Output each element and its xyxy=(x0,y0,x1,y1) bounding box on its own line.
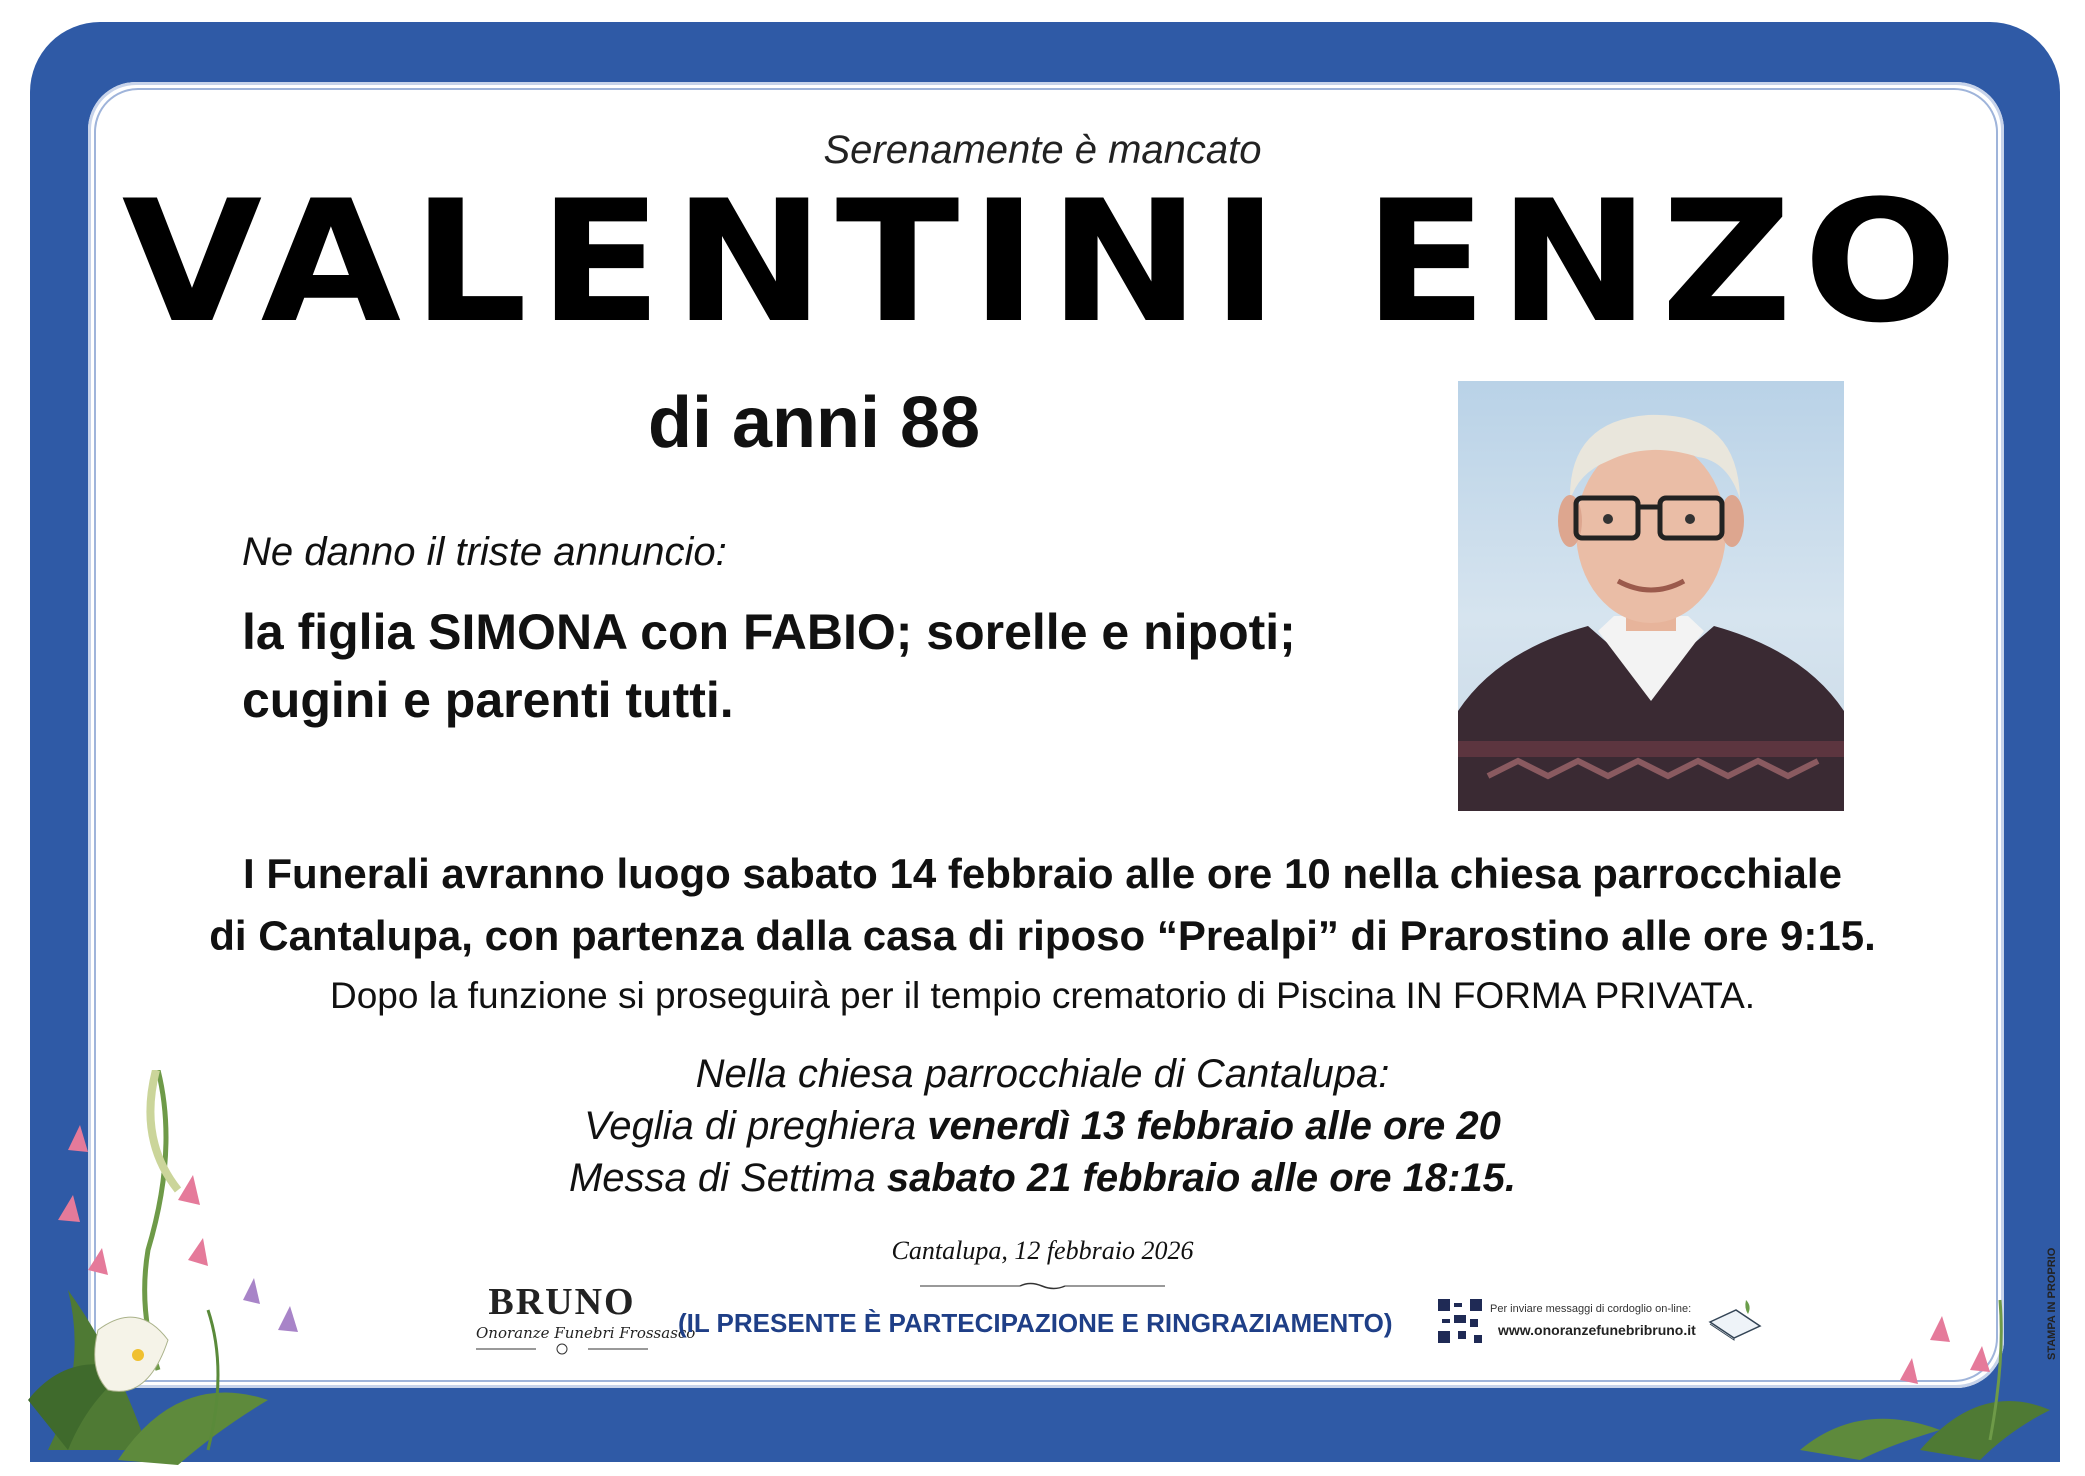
funeral-line: di Cantalupa, con partenza dalla casa di riposo “Prealpi” di Prarostino alle ore 9:15. xyxy=(209,912,1876,959)
deceased-name: VALENTINI ENZO xyxy=(121,164,1969,360)
deceased-age: di anni 88 xyxy=(648,383,981,463)
family-list xyxy=(242,598,1296,734)
family-line: cugini e parenti tutti. xyxy=(242,672,734,728)
mass-label: Messa di Settima xyxy=(568,1156,876,1200)
condolence-url[interactable]: www.onoranzefunebribruno.it xyxy=(1498,1322,1696,1338)
logo-subtitle: Onoranze Funebri Frossasco xyxy=(476,1324,696,1342)
qr-code-icon[interactable] xyxy=(1438,1299,1482,1343)
participation-notice: (IL PRESENTE È PARTECIPAZIONE E RINGRAZIAMENTO) xyxy=(678,1308,1393,1338)
portrait-image xyxy=(1458,381,1844,811)
flowers-decoration xyxy=(1800,1280,2060,1460)
funeral-home-logo xyxy=(476,1280,696,1361)
deceased-photo xyxy=(1458,381,1844,811)
mass-time: sabato 21 febbraio alle ore 18:15. xyxy=(886,1156,1517,1200)
condolence-book-icon xyxy=(1706,1296,1764,1342)
family-line: la figlia SIMONA con FABIO; sorelle e nipoti; xyxy=(242,604,1296,660)
vigil-label: Veglia di preghiera xyxy=(584,1104,917,1148)
logo-name: BRUNO xyxy=(488,1281,636,1323)
funeral-details xyxy=(0,843,2085,967)
logo-flourish-icon xyxy=(476,1342,648,1356)
condolence-label: Per inviare messaggi di cordoglio on-line: xyxy=(1490,1303,1692,1315)
place-date: Cantalupa, 12 febbraio 2026 xyxy=(891,1236,1194,1265)
after-service-note: Dopo la funzione si proseguirà per il tempio crematorio di Piscina IN FORMA PRIVATA. xyxy=(329,975,1756,1016)
vigil-time: venerdì 13 febbraio alle ore 20 xyxy=(927,1104,1501,1148)
intro-line: Serenamente è mancato xyxy=(823,128,1262,172)
funeral-line: I Funerali avranno luogo sabato 14 febbraio alle ore 10 nella chiesa parrocchiale xyxy=(243,850,1842,897)
announcement-label: Ne danno il triste annuncio: xyxy=(242,530,727,574)
print-stamp: STAMPA IN PROPRIO xyxy=(2046,1247,2058,1360)
church-note: Nella chiesa parrocchiale di Cantalupa: xyxy=(695,1052,1390,1096)
flowers-decoration xyxy=(28,1070,368,1470)
ornament-divider xyxy=(920,1281,1165,1291)
